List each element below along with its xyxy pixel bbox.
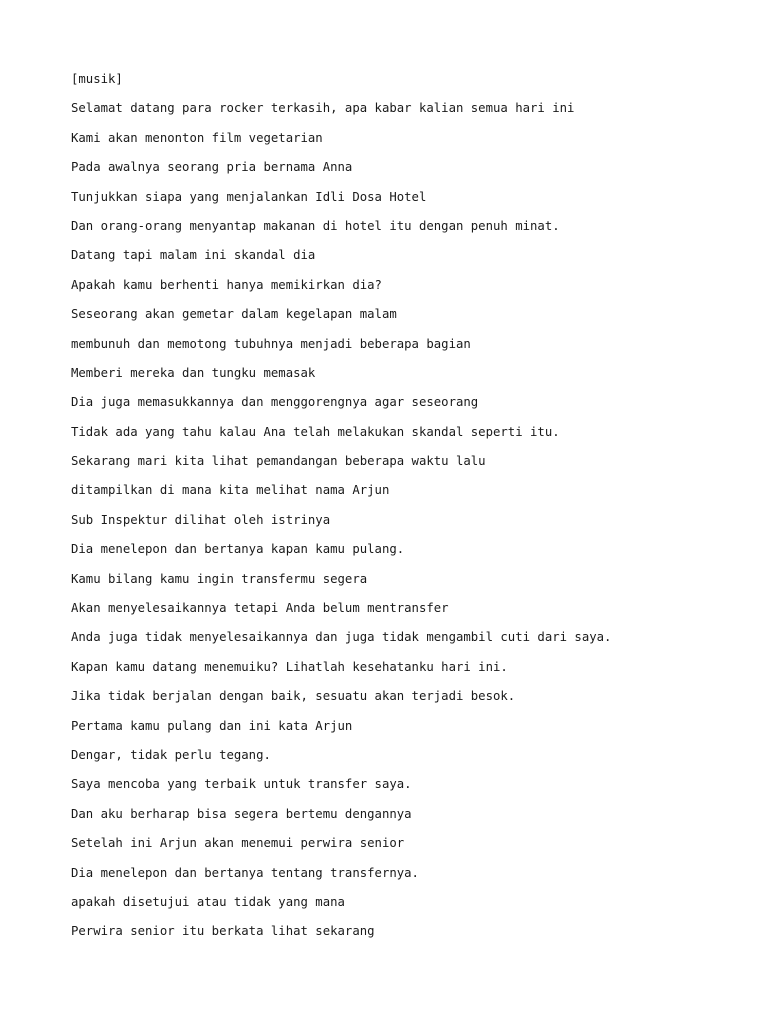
transcript-line: Anda juga tidak menyelesaikannya dan juga tidak mengambil cuti dari saya. [71,630,612,645]
transcript-line: Selamat datang para rocker terkasih, apa kabar kalian semua hari ini [71,101,575,116]
transcript-line: Dia menelepon dan bertanya kapan kamu pulang. [71,542,405,557]
transcript-line: Tunjukkan siapa yang menjalankan Idli Dosa Hotel [71,189,427,204]
transcript-line: Perwira senior itu berkata lihat sekarang [71,924,375,939]
transcript-line: Kami akan menonton film vegetarian [71,130,323,145]
transcript-line: Dia menelepon dan bertanya tentang transfernya. [71,865,419,880]
transcript-line: Tidak ada yang tahu kalau Ana telah melakukan skandal seperti itu. [71,424,560,439]
transcript-line: apakah disetujui atau tidak yang mana [71,894,345,909]
transcript-line: Pada awalnya seorang pria bernama Anna [71,160,353,175]
transcript-line: Akan menyelesaikannya tetapi Anda belum mentransfer [71,601,449,616]
transcript-line: [musik] [71,72,123,86]
transcript-line: Seseorang akan gemetar dalam kegelapan malam [71,307,397,322]
transcript-line: membunuh dan memotong tubuhnya menjadi beberapa bagian [71,336,471,351]
transcript-line: Memberi mereka dan tungku memasak [71,365,316,380]
transcript-line: Jika tidak berjalan dengan baik, sesuatu akan terjadi besok. [71,689,516,704]
transcript-line: Dia juga memasukkannya dan menggorengnya agar seseorang [71,395,479,410]
transcript-line: Sekarang mari kita lihat pemandangan beberapa waktu lalu [71,454,486,469]
transcript-line: Apakah kamu berhenti hanya memikirkan dia? [71,277,382,292]
transcript-line: ditampilkan di mana kita melihat nama Arjun [71,483,390,498]
transcript-line: Pertama kamu pulang dan ini kata Arjun [71,718,353,733]
transcript-body [71,71,751,953]
transcript-line: Dan orang-orang menyantap makanan di hotel itu dengan penuh minat. [71,218,560,233]
transcript-line: Saya mencoba yang terbaik untuk transfer saya. [71,777,412,792]
transcript-line: Datang tapi malam ini skandal dia [71,248,316,263]
transcript-line: Setelah ini Arjun akan menemui perwira senior [71,836,405,851]
transcript-line: Kapan kamu datang menemuiku? Lihatlah kesehatanku hari ini. [71,659,508,674]
transcript-line: Kamu bilang kamu ingin transfermu segera [71,571,368,586]
transcript-line: Dan aku berharap bisa segera bertemu dengannya [71,806,412,821]
transcript-line: Dengar, tidak perlu tegang. [71,747,271,762]
transcript-line: Sub Inspektur dilihat oleh istrinya [71,512,331,527]
